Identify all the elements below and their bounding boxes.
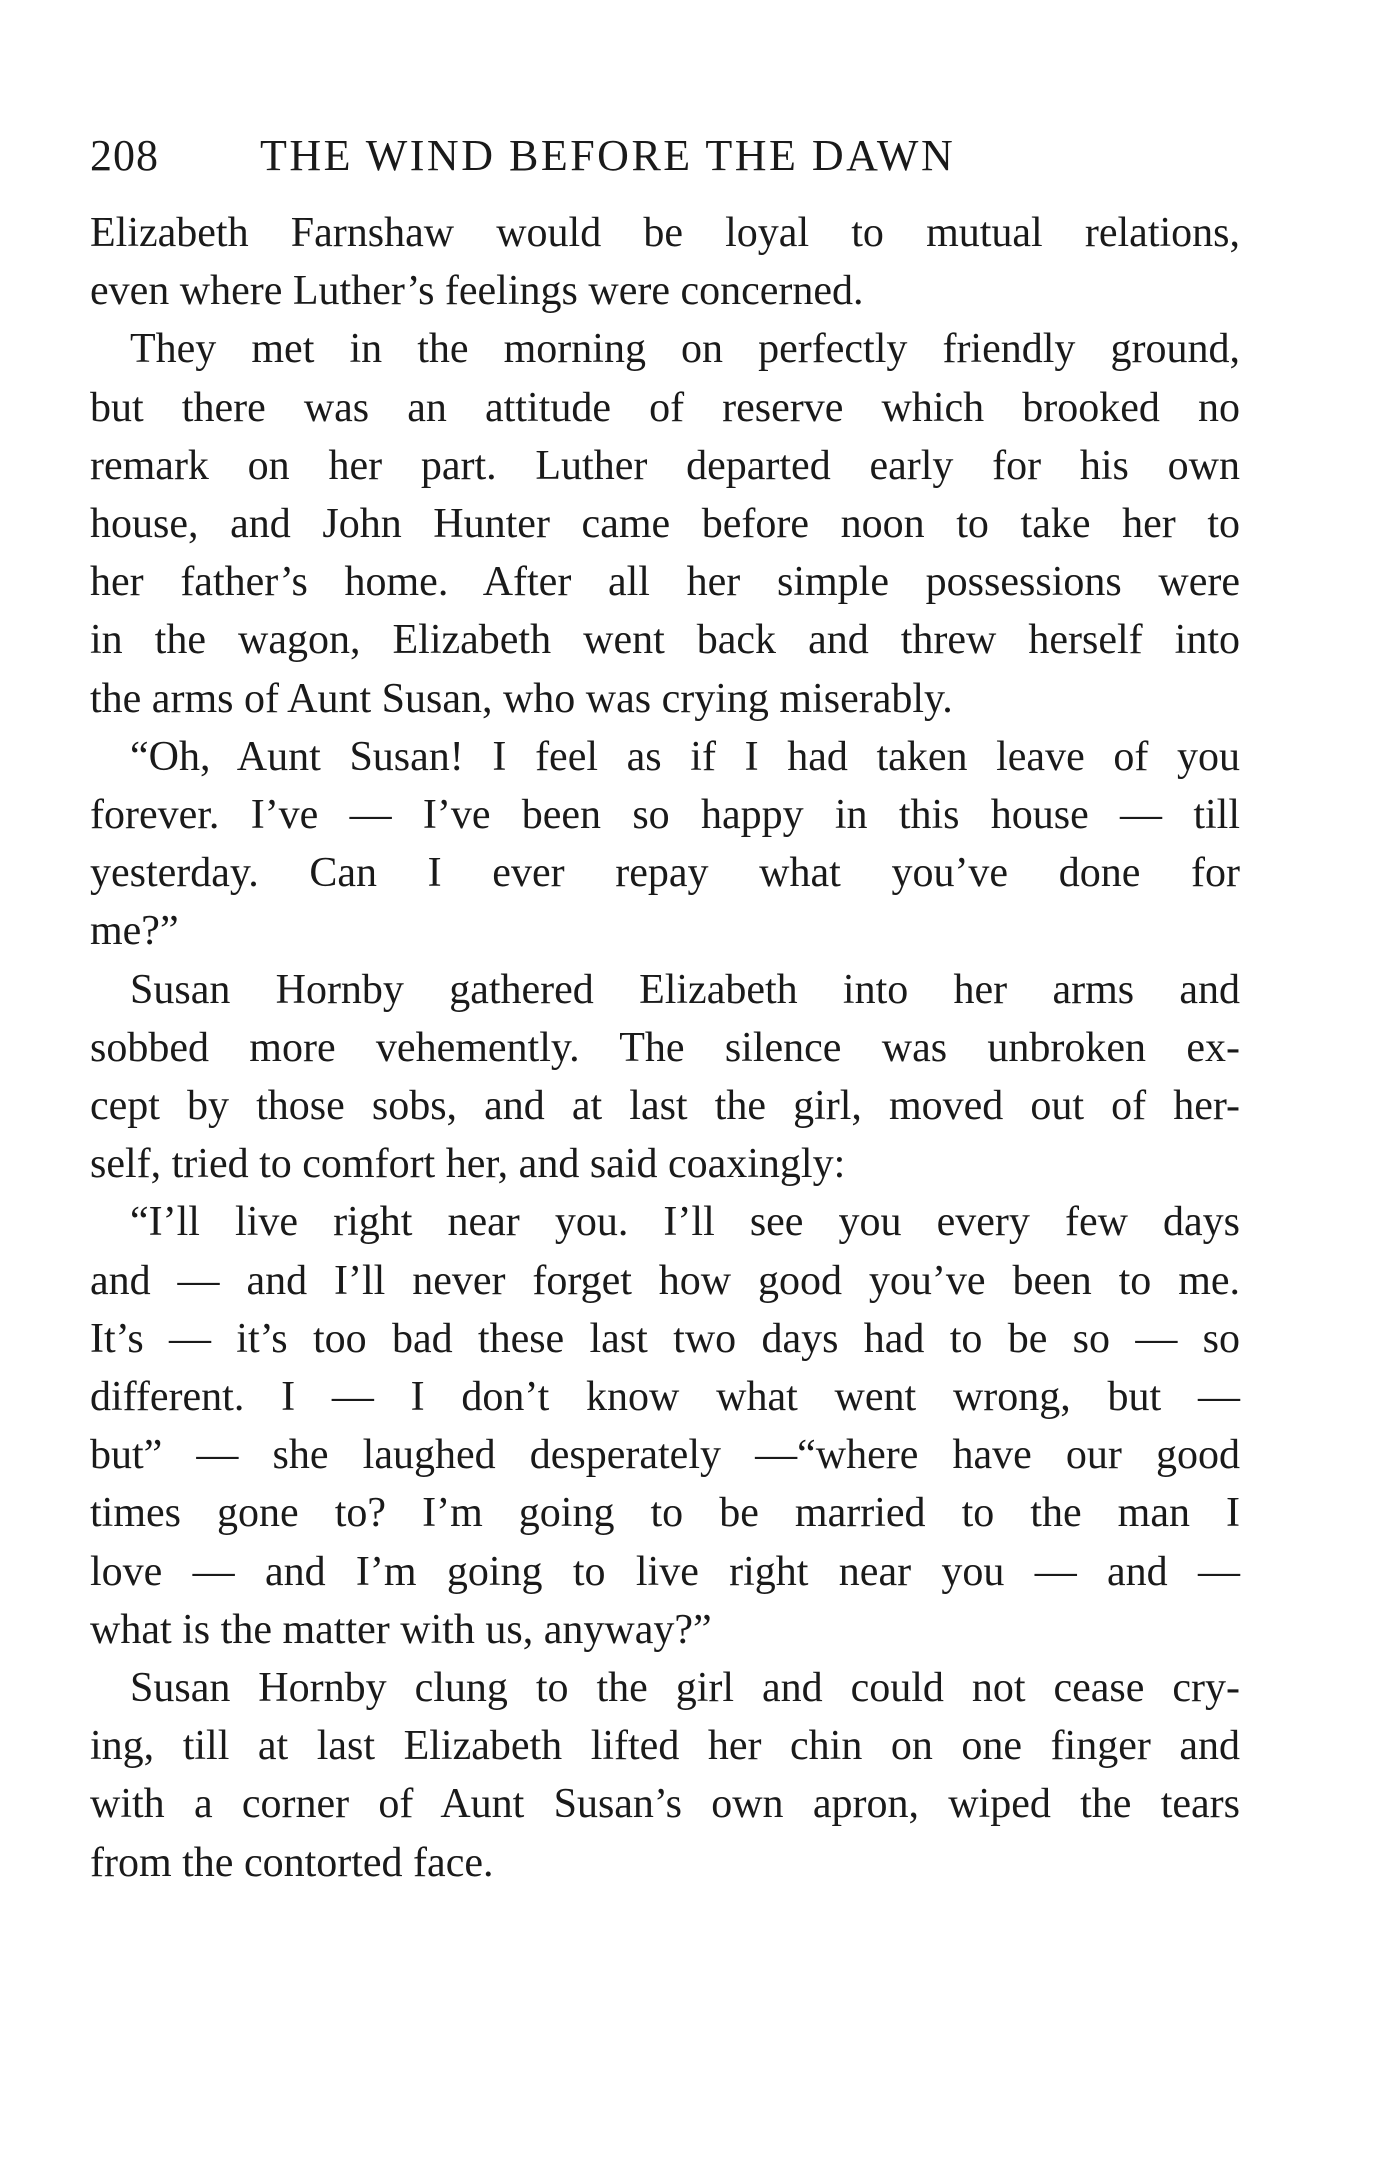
text-line: different. I — I don’t know what went wrong, but — [90, 1374, 1240, 1421]
text-line: yesterday. Can I ever repay what you’ve done for [90, 850, 1240, 897]
text-line: forever. I’ve — I’ve been so happy in this house — till [90, 792, 1240, 839]
text-line: “I’ll live right near you. I’ll see you every few days [130, 1199, 1240, 1246]
text-line: from the contorted face. [90, 1839, 494, 1886]
book-page [90, 130, 1240, 1892]
text-line: remark on her part. Luther departed early for his own [90, 442, 1240, 489]
text-line: the arms of Aunt Susan, who was crying miserably. [90, 675, 953, 722]
paragraph [90, 728, 1240, 961]
paragraph [90, 320, 1240, 727]
text-line: sobbed more vehemently. The silence was unbroken ex- [90, 1024, 1240, 1071]
running-head [90, 130, 1240, 192]
text-line: but there was an attitude of reserve which brooked no [90, 384, 1240, 431]
text-line: They met in the morning on perfectly friendly ground, [130, 326, 1240, 373]
text-line: It’s — it’s too bad these last two days had to be so — so [90, 1315, 1240, 1362]
running-head-title: THE WIND BEFORE THE DAWN [260, 131, 956, 180]
paragraph [90, 1193, 1240, 1659]
text-line: and — and I’ll never forget how good you’ve been to me. [90, 1257, 1240, 1304]
page-number: 208 [90, 131, 159, 180]
text-line: Susan Hornby clung to the girl and could not cease cry- [130, 1665, 1240, 1712]
text-line: house, and John Hunter came before noon to take her to [90, 501, 1240, 548]
text-line: even where Luther’s feelings were concerned. [90, 268, 864, 315]
text-line: Susan Hornby gathered Elizabeth into her arms and [130, 966, 1240, 1013]
text-line: with a corner of Aunt Susan’s own apron, wiped the tears [90, 1781, 1240, 1828]
paragraph [90, 204, 1240, 320]
paragraph [90, 1659, 1240, 1892]
text-line: self, tried to comfort her, and said coaxingly: [90, 1141, 846, 1188]
text-line: what is the matter with us, anyway?” [90, 1606, 712, 1653]
text-line: in the wagon, Elizabeth went back and threw herself into [90, 617, 1240, 664]
text-line: cept by those sobs, and at last the girl, moved out of her- [90, 1083, 1240, 1130]
text-line: love — and I’m going to live right near you — and — [90, 1548, 1240, 1595]
text-line: but” — she laughed desperately —“where have our good [90, 1432, 1240, 1479]
text-line: Elizabeth Farnshaw would be loyal to mutual relations, [90, 210, 1240, 256]
text-line: times gone to? I’m going to be married to the man I [90, 1490, 1240, 1537]
text-line: her father’s home. After all her simple possessions were [90, 559, 1240, 606]
text-line: “Oh, Aunt Susan! I feel as if I had taken leave of you [130, 733, 1240, 780]
body-text [90, 204, 1240, 1892]
text-line: ing, till at last Elizabeth lifted her chin on one finger and [90, 1723, 1240, 1770]
text-line: me?” [90, 908, 179, 955]
paragraph [90, 961, 1240, 1194]
